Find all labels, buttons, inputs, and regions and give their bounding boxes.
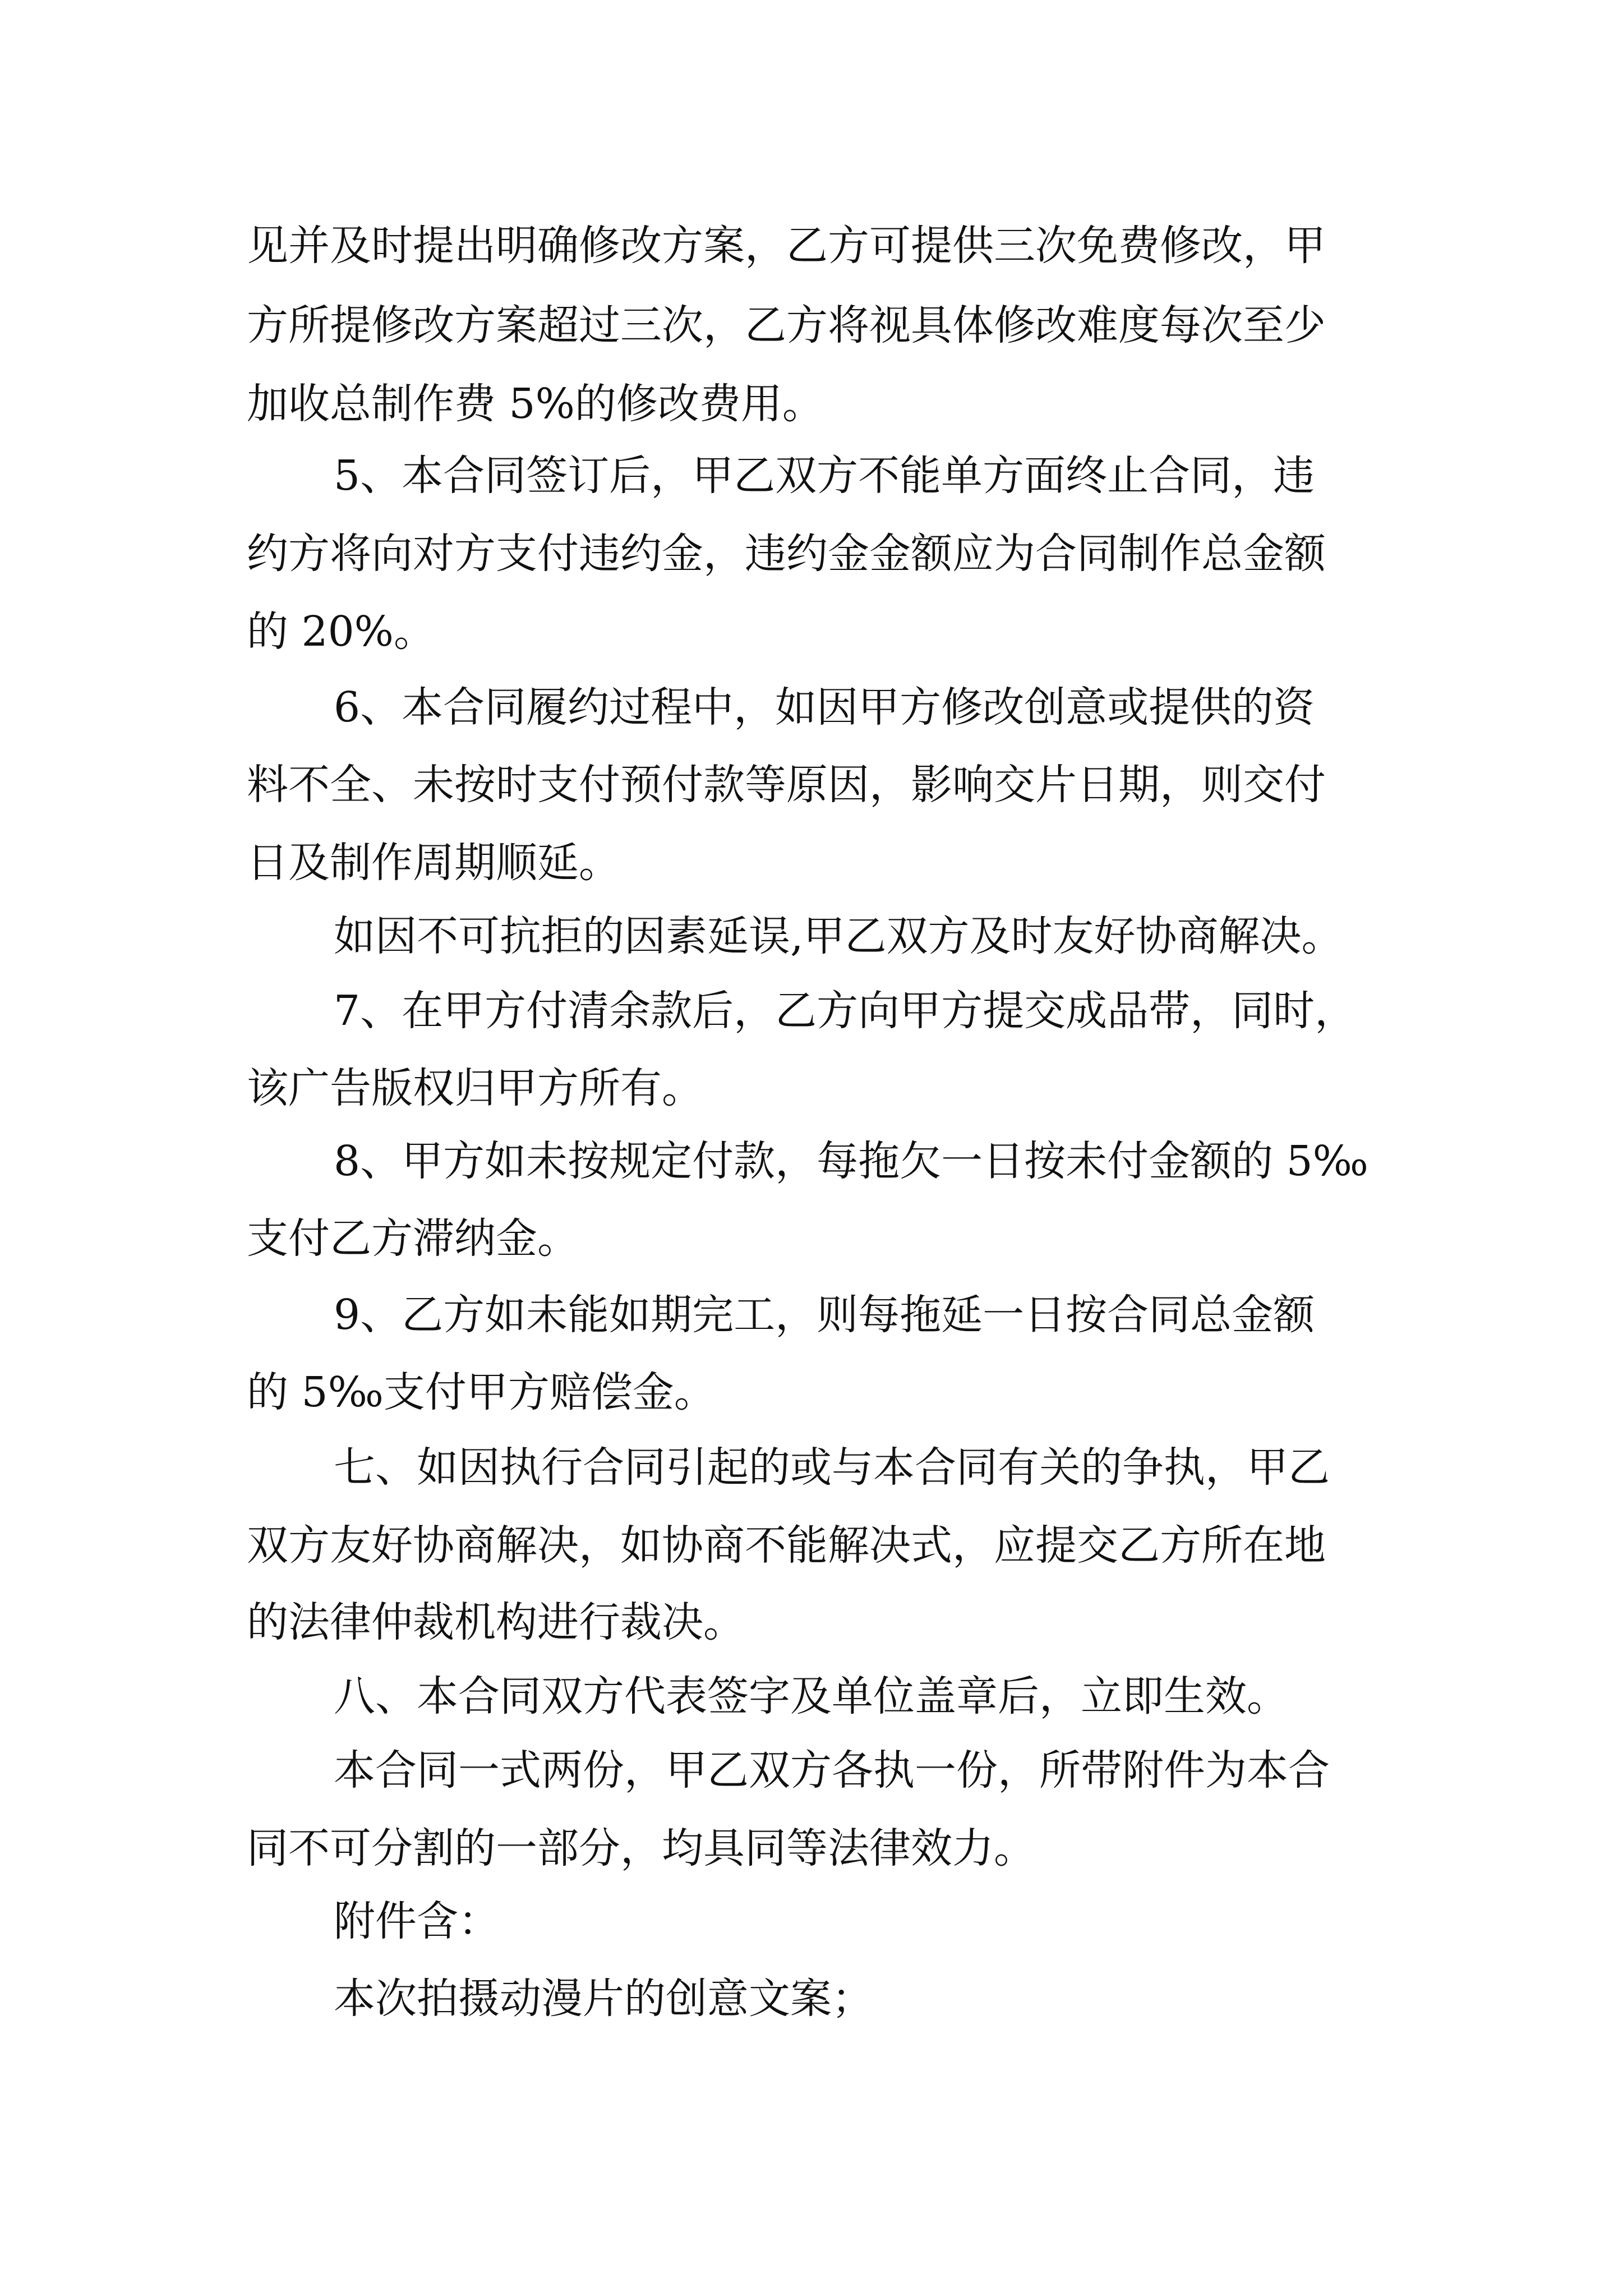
text-line: 该广告版权归甲方所有。 — [247, 1064, 703, 1112]
text-line: 7、在甲方付清余款后，乙方向甲方提交成品带，同时， — [334, 987, 1357, 1035]
text-line: 的法律仲裁机构进行裁决。 — [247, 1598, 745, 1646]
text-line: 双方友好协商解决，如协商不能解决式，应提交乙方所在地 — [247, 1521, 1326, 1570]
text-line: 料不全、未按时支付预付款等原因，影响交片日期，则交付 — [247, 761, 1326, 809]
text-line: 5、本合同签订后，甲乙双方不能单方面终止合同，违 — [334, 452, 1315, 500]
text-line: 日及制作周期顺延。 — [247, 839, 620, 887]
text-line: 本次拍摄动漫片的创意文案； — [334, 1975, 873, 2023]
text-line: 6、本合同履约过程中，如因甲方修改创意或提供的资 — [334, 683, 1315, 731]
text-line: 的 5‰支付甲方赔偿金。 — [247, 1368, 716, 1416]
text-line: 加收总制作费 5%的修改费用。 — [247, 380, 824, 428]
text-line: 七、如因执行合同引起的或与本合同有关的争执，甲乙 — [334, 1443, 1330, 1492]
text-line: 方所提修改方案超过三次，乙方将视具体修改难度每次至少 — [247, 301, 1326, 349]
text-line: 8、甲方如未按规定付款，每拖欠一日按未付金额的 5‰ — [334, 1137, 1368, 1185]
text-line: 本合同一式两份，甲乙双方各执一份，所带附件为本合 — [334, 1746, 1330, 1795]
text-line: 八、本合同双方代表签字及单位盖章后，立即生效。 — [334, 1672, 1288, 1720]
text-line: 附件含： — [334, 1897, 500, 1945]
text-line: 约方将向对方支付违约金，违约金金额应为合同制作总金额 — [247, 530, 1326, 578]
text-line: 9、乙方如未能如期完工，则每拖延一日按合同总金额 — [334, 1291, 1315, 1339]
text-line: 如因不可抗拒的因素延误,甲乙双方及时友好协商解决。 — [334, 912, 1343, 960]
text-line: 的 20%。 — [247, 608, 435, 656]
text-line: 同不可分割的一部分，均具同等法律效力。 — [247, 1824, 1035, 1872]
text-line: 见并及时提出明确修改方案，乙方可提供三次免费修改，甲 — [247, 222, 1326, 270]
text-line: 支付乙方滞纳金。 — [247, 1214, 579, 1263]
